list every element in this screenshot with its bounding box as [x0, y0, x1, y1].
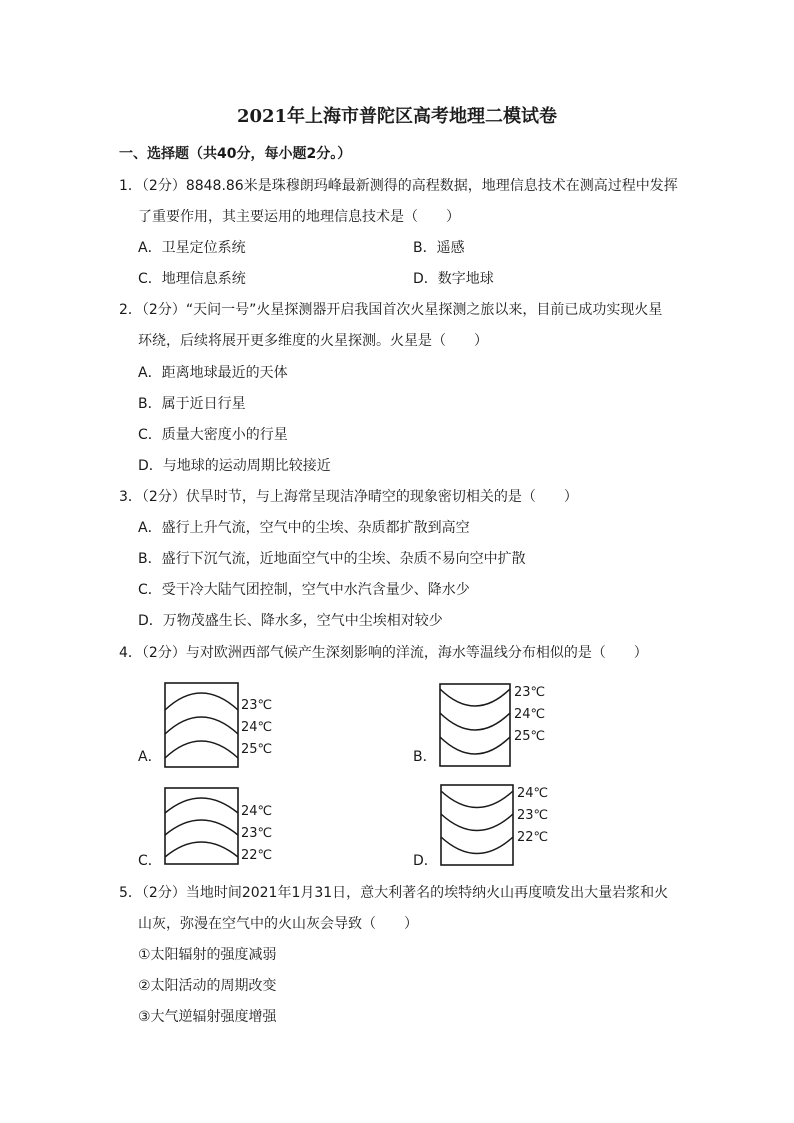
isotherm-label: 24℃: [517, 786, 549, 801]
isotherm-label: 23℃: [241, 826, 273, 841]
section-heading: 一、选择题（共40分，每小题2分。）: [119, 146, 352, 162]
question-1-option-c[interactable]: C．地理信息系统: [138, 271, 246, 287]
question-3-option-b[interactable]: B．盛行下沉气流，近地面空气中的尘埃、杂质不易向空中扩散: [138, 551, 526, 567]
isotherm-label: 24℃: [241, 720, 273, 735]
question-3-option-d[interactable]: D．万物茂盛生长、降水多，空气中尘埃相对较少: [138, 613, 443, 629]
isotherm-label: 25℃: [514, 729, 546, 744]
question-2-stem: 2．（2分）“天问一号”火星探测器开启我国首次火星探测之旅以来，目前已成功实现火星: [119, 302, 663, 318]
question-3-stem: 3．（2分）伏旱时节，与上海常呈现洁净晴空的现象密切相关的是（ ）: [119, 489, 578, 505]
isotherm-diagram-a: [164, 682, 239, 768]
question-2-stem-cont: 环绕，后续将展开更多维度的火星探测。火星是（ ）: [138, 333, 488, 349]
question-1-option-a[interactable]: A．卫星定位系统: [138, 240, 246, 256]
figure-d[interactable]: [440, 784, 514, 866]
isotherm-label: 24℃: [514, 707, 546, 722]
question-4-option-d[interactable]: D．: [413, 853, 438, 869]
question-5-statement-2: ②太阳活动的周期改变: [138, 978, 277, 994]
question-4-option-b[interactable]: B．: [413, 749, 437, 765]
question-2-option-a[interactable]: A．距离地球最近的天体: [138, 365, 288, 381]
isotherm-label: 23℃: [517, 808, 549, 823]
isotherm-label: 24℃: [241, 804, 273, 819]
isotherm-diagram-d: [440, 784, 514, 866]
question-3-option-c[interactable]: C．受干冷大陆气团控制，空气中水汽含量少、降水少: [138, 582, 470, 598]
question-2-option-b[interactable]: B．属于近日行星: [138, 396, 246, 412]
page-title: 2021年上海市普陀区高考地理二模试卷: [236, 106, 558, 127]
question-4-option-a[interactable]: A．: [138, 749, 162, 765]
isotherm-label: 22℃: [517, 830, 549, 845]
question-5-statement-1: ①太阳辐射的强度减弱: [138, 947, 277, 963]
question-5-stem: 5．（2分）当地时间2021年1月31日，意大利著名的埃特纳火山再度喷发出大量岩浆和火: [119, 885, 669, 901]
isotherm-label: 22℃: [241, 848, 273, 863]
question-4-option-c[interactable]: C．: [138, 853, 162, 869]
question-1-stem-cont: 了重要作用，其主要运用的地理信息技术是（ ）: [138, 209, 460, 225]
question-5-stem-cont: 山灰，弥漫在空气中的火山灰会导致（ ）: [138, 916, 418, 932]
question-1-option-b[interactable]: B．遥感: [413, 240, 465, 256]
question-1-option-d[interactable]: D．数字地球: [413, 271, 494, 287]
question-2-option-d[interactable]: D．与地球的运动周期比较接近: [138, 458, 331, 474]
isotherm-label: 23℃: [241, 698, 273, 713]
question-2-option-c[interactable]: C．质量大密度小的行星: [138, 427, 288, 443]
isotherm-label: 23℃: [514, 685, 546, 700]
figure-a[interactable]: [164, 682, 239, 768]
figure-b[interactable]: [439, 683, 511, 767]
question-1-stem: 1．（2分）8848.86米是珠穆朗玛峰最新测得的高程数据，地理信息技术在测高过程中发挥: [119, 178, 678, 194]
question-3-option-a[interactable]: A．盛行上升气流，空气中的尘埃、杂质都扩散到高空: [138, 520, 470, 536]
figure-c[interactable]: [164, 787, 239, 865]
isotherm-diagram-c: [164, 787, 239, 865]
isotherm-diagram-b: [439, 683, 511, 767]
question-5-statement-3: ③大气逆辐射强度增强: [138, 1009, 277, 1025]
question-4-stem: 4．（2分）与对欧洲西部气候产生深刻影响的洋流，海水等温线分布相似的是（ ）: [119, 645, 648, 661]
isotherm-label: 25℃: [241, 742, 273, 757]
